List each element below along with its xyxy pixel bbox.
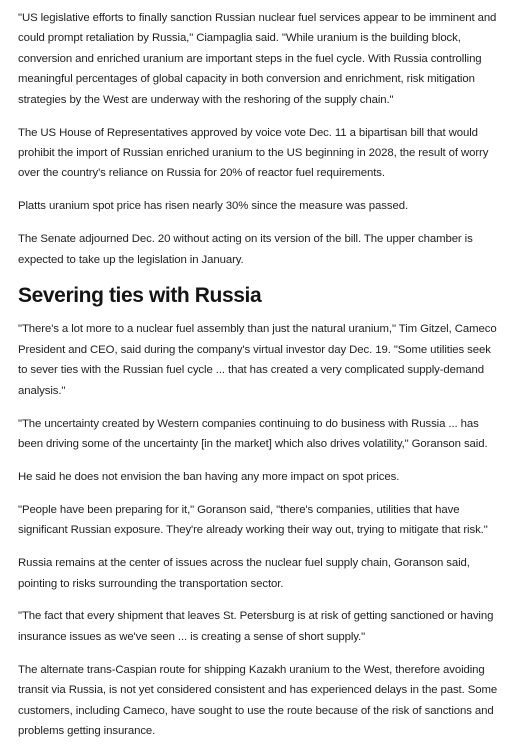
paragraph-ciampaglia-quote: "US legislative efforts to finally sanction Russian nuclear fuel services appear to be imminent and could prompt retaliation by Russia," Ciampaglia said. "While uranium is the building block, conversion and enriched uranium are important steps in the fuel cycle. With Russia controlling meaningful percentages of global capacity in both conversion and enrichment, risk mitigation strategies by the West are underway with the reshoring of the supply chain."	[18, 12, 497, 106]
article-body	[18, 8, 500, 754]
section-heading: Severing ties with Russia	[18, 284, 262, 308]
paragraph-spot-price: Platts uranium spot price has risen nearly 30% since the measure was passed.	[18, 200, 409, 213]
paragraph-transport: Russia remains at the center of issues across the nuclear fuel supply chain, Goranson said, pointing to risks surrounding the transportation sector.	[18, 557, 470, 590]
paragraph-ban-impact: He said he does not envision the ban having any more impact on spot prices.	[18, 470, 400, 483]
paragraph-preparing: "People have been preparing for it," Goranson said, "there's companies, utilities that have significant Russian exposure. They're already working their way out, trying to mitigate that risk."	[18, 503, 488, 537]
paragraph-gitzel-quote: "There's a lot more to a nuclear fuel assembly than just the natural uranium," Tim Gitzel, Cameco President and CEO, said during the company's virtual investor day Dec. 19. "Some utilities seek to sever ties with the Russian fuel cycle ... that has created a very complicated supply-demand analysis."	[18, 323, 497, 397]
paragraph-house-vote: The US House of Representatives approved by voice vote Dec. 11 a bipartisan bill that would prohibit the import of Russian enriched uranium to the US beginning in 2028, the result of worry over the country's reliance on Russia for 20% of reactor fuel requirements.	[18, 126, 489, 180]
paragraph-trans-caspian: The alternate trans-Caspian route for shipping Kazakh uranium to the West, therefore avoiding transit via Russia, is not yet considered consistent and has experienced delays in the past. Some customers, including Cameco, have sought to use the route because of the risk of sanctions and problems getting insurance.	[18, 663, 498, 737]
paragraph-senate: The Senate adjourned Dec. 20 without acting on its version of the bill. The upper chamber is expected to take up the legislation in January.	[18, 233, 473, 266]
paragraph-uncertainty: "The uncertainty created by Western companies continuing to do business with Russia ... has been driving some of the uncertainty [in the market] which also drives volatility," Goranson said.	[18, 417, 488, 450]
paragraph-st-petersburg: "The fact that every shipment that leaves St. Petersburg is at risk of getting sanctioned or having insurance issues as we've seen ... is creating a sense of short supply."	[18, 610, 494, 643]
